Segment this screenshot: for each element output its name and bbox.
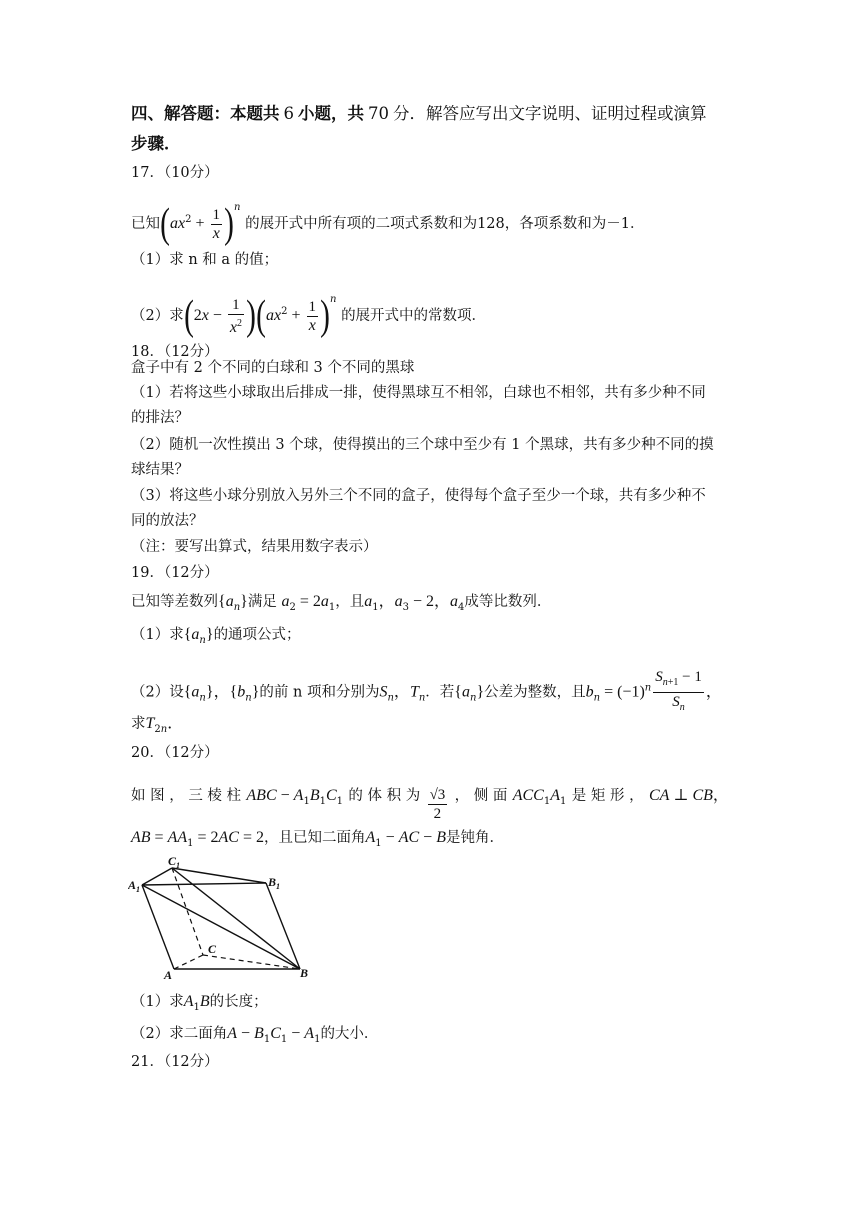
q18-note: （注：要写出算式，结果用数字表示） — [131, 539, 378, 555]
q19-part2: （2）设$\{a_n\}$，$\{b_n\}$的前 n 项和分别为$S_n$，$T_n$．若$\{a_n\}$公差为整数，且$b_n = (-1)^n$ $\frac{S_{n+1} - 1}{S_n}$ ， — [131, 669, 722, 713]
edge-a1-b1 — [142, 883, 266, 885]
section-heading-line1: 四、解答题：本题共 6 小题，共 70 分．解答应写出文字说明、证明过程或演算 — [131, 104, 707, 123]
q19-part1: （1）求$\{a_n\}$的通项公式； — [131, 626, 301, 646]
q17-header: 17．（10分） — [131, 165, 219, 181]
q20-header: 20．（12分） — [131, 745, 219, 761]
prism-figure — [128, 852, 318, 984]
label-a1: $A_1$ — [128, 878, 141, 894]
q18-part3-line1: （3）将这些小球分别放入另外三个不同的盒子，使得每个盒子至少一个球，共有多少种不 — [131, 488, 706, 504]
q19-stem: 已知等差数列$\{a_n\}$满足 $a_2 = 2a_1$，且$a_1$，$a_3 - 2$，$a_4$成等比数列． — [131, 593, 552, 613]
q18-stem: 盒子中有 2 个不同的白球和 3 个不同的黑球 — [131, 360, 415, 376]
q21-header: 21．（12分） — [131, 1054, 219, 1070]
label-a: A — [164, 968, 173, 982]
label-b1: $B_1$ — [268, 875, 281, 891]
q20-part2: （2）求二面角$A - B_1C_1 - A_1$的大小． — [131, 1025, 379, 1045]
q18-part3-line2: 同的放法？ — [131, 513, 204, 529]
q18-part1-line1: （1）若将这些小球取出后排成一排，使得黑球互不相邻，白球也不相邻，共有多少种不同 — [131, 385, 706, 401]
section-heading-line2: 步骤． — [131, 134, 181, 153]
q18-header: 18．（12分） — [131, 344, 219, 360]
q17-given: 已知($ax^2$ + $\frac{1}{x}$ )$^n$ 的展开式中所有项的二项式系数和为128，各项系数和为－1． — [131, 201, 645, 247]
label-c: C — [208, 942, 217, 956]
q17-part1: （1）求 n 和 a 的值； — [131, 252, 279, 268]
edge-a1-c1 — [142, 868, 172, 885]
q18-part1-line2: 的排法？ — [131, 410, 189, 426]
q18-part2-line1: （2）随机一次性摸出 3 个球，使得摸出的三个球中至少有 1 个黑球，共有多少种不同的摸 — [131, 437, 714, 453]
q19-part2-line2: 求$T_{2n}$． — [131, 715, 184, 735]
label-c1: $C_1$ — [168, 854, 181, 870]
q20-stem-line2: AB = $AA_1 = 2AC = 2$，且已知二面角$A_1$ − AC − B是钝角． — [131, 829, 504, 849]
q18-part2-line2: 球结果？ — [131, 462, 189, 478]
edge-a1-b — [142, 885, 300, 969]
q19-header: 19．（12分） — [131, 565, 219, 581]
q20-part1: （1）求$A_1B$的长度； — [131, 993, 268, 1013]
edge-c1-b1 — [172, 868, 266, 883]
label-b: B — [300, 966, 309, 980]
q17-part2: （2）求(2x − $\frac{1}{x^2}$ )($ax^2$ + $\frac{1}{x}$ )$^n$ 的展开式中的常数项． — [131, 293, 487, 339]
edge-a-c — [174, 955, 203, 969]
edge-a1-a — [142, 885, 174, 969]
q20-stem-line1: 如 图 ， 三 棱 柱 ABC − $A_1B_1C_1$ 的 体 积 为 $\frac{√3}{2}$ ， 侧 面 $ACC_1A_1$ 是 矩 形 ， CA ⊥ CB， — [131, 787, 729, 822]
